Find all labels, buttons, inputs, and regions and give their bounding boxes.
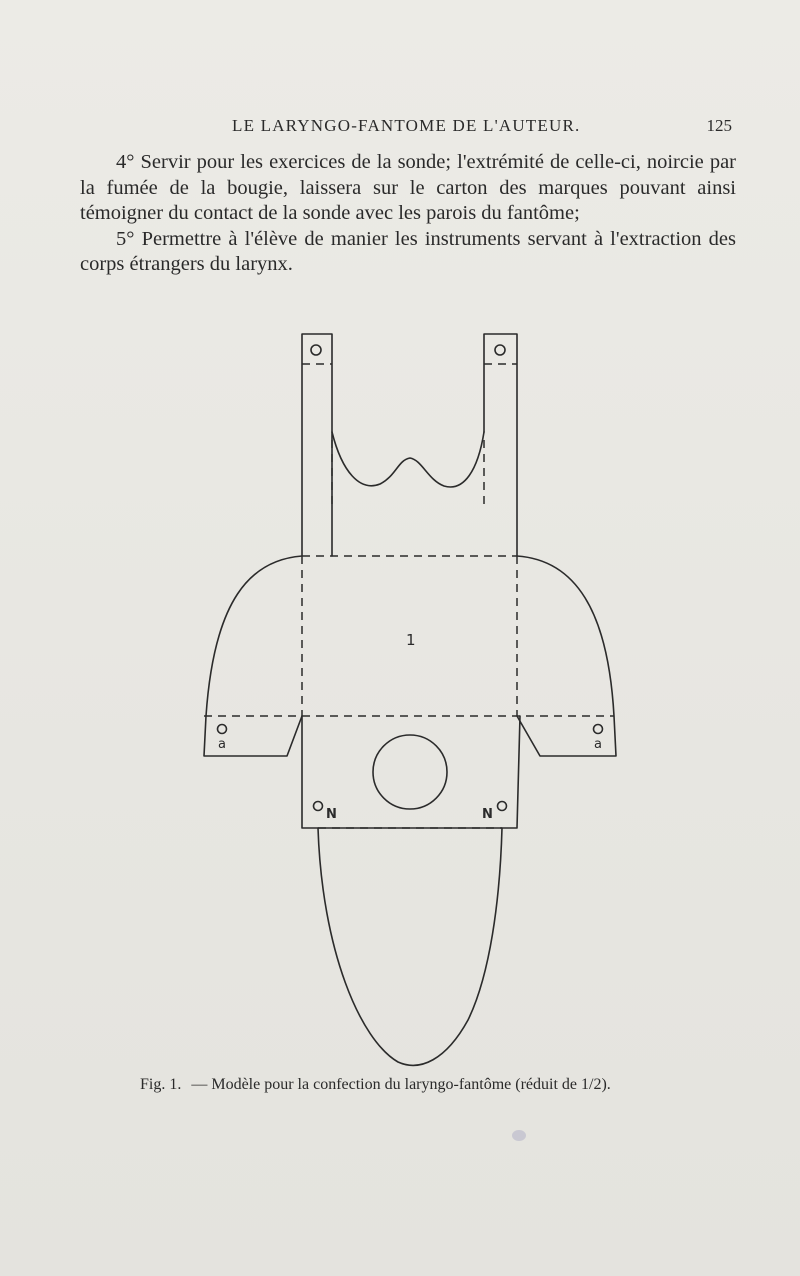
paragraph-5: 5° Permettre à l'élève de manier les instruments servant à l'extraction des corps étrangers du larynx. xyxy=(80,227,736,275)
pattern-drawing xyxy=(0,320,800,1080)
caption-text: — Modèle pour la confection du laryngo-fantôme (réduit de 1/2). xyxy=(191,1076,611,1093)
body-text xyxy=(80,150,736,278)
hole-wing-left xyxy=(218,725,227,734)
paragraph-4: 4° Servir pour les exercices de la sonde; l'extrémité de celle-ci, noircie par la fumée de la bougie, laissera sur le carton des marques pouvant ainsi témoigner du contact de la sonde avec les parois du fantôme; xyxy=(80,151,736,224)
hole-top-right xyxy=(495,345,505,355)
scalloped-notch xyxy=(332,432,484,487)
central-circle xyxy=(373,735,447,809)
notch-label-right: N xyxy=(482,807,493,822)
page-number: 125 xyxy=(706,116,732,135)
running-title: LE LARYNGO-FANTOME DE L'AUTEUR. xyxy=(232,116,581,135)
hole-label-left: a xyxy=(218,737,226,752)
figure-laryngo-fantome-pattern xyxy=(0,320,800,1080)
notch-label-left: N xyxy=(326,807,337,822)
hole-label-right: a xyxy=(594,737,602,752)
running-head xyxy=(0,116,800,140)
caption-label: Fig. 1. xyxy=(140,1076,182,1093)
ink-spot xyxy=(512,1130,526,1141)
center-label: 1 xyxy=(406,631,416,649)
hole-wing-right xyxy=(594,725,603,734)
hole-notch-right xyxy=(498,802,507,811)
figure-caption xyxy=(140,1076,740,1094)
hole-notch-left xyxy=(314,802,323,811)
tongue-flap-outline xyxy=(318,828,502,1065)
hole-top-left xyxy=(311,345,321,355)
